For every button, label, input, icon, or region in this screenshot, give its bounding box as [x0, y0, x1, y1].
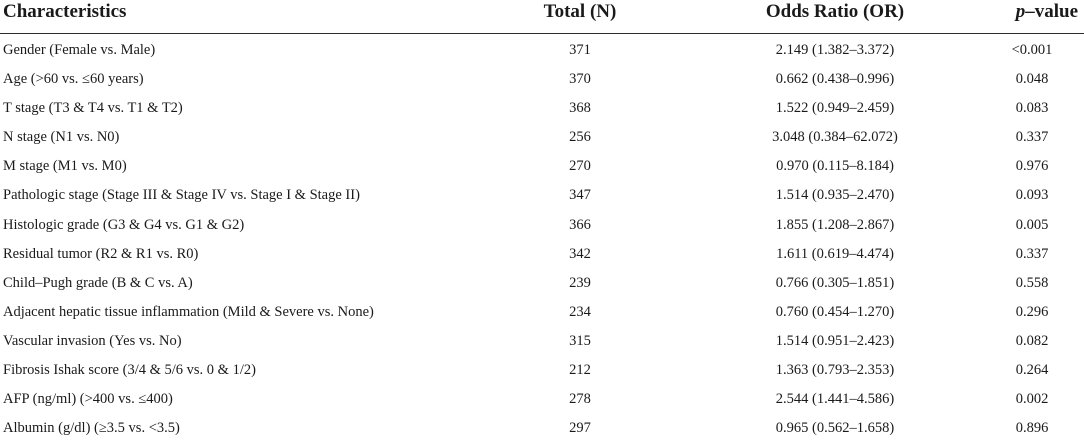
- cell-odds-ratio: 1.522 (0.949–2.459): [775, 100, 895, 117]
- cell-total: 278: [569, 391, 591, 408]
- header-odds-ratio: Odds Ratio (OR): [765, 1, 905, 22]
- cell-characteristic: Albumin (g/dl) (≥3.5 vs. <3.5): [3, 420, 180, 437]
- cell-p-value: 0.558: [1015, 274, 1049, 291]
- cell-odds-ratio: 0.965 (0.562–1.658): [775, 420, 895, 437]
- cell-characteristic: Adjacent hepatic tissue inflammation (Mild & Severe vs. None): [3, 303, 374, 320]
- cell-p-value: 0.048: [1015, 71, 1049, 88]
- cell-characteristic: Vascular invasion (Yes vs. No): [3, 332, 182, 349]
- cell-total: 234: [569, 303, 591, 320]
- cell-odds-ratio: 1.363 (0.793–2.353): [775, 362, 895, 379]
- cell-odds-ratio: 0.766 (0.305–1.851): [775, 274, 895, 291]
- cell-characteristic: N stage (N1 vs. N0): [3, 129, 120, 146]
- header-characteristics: Characteristics: [3, 1, 127, 22]
- cell-odds-ratio: 2.149 (1.382–3.372): [775, 42, 895, 58]
- cell-odds-ratio: 1.514 (0.951–2.423): [775, 332, 895, 349]
- cell-total: 315: [569, 332, 591, 349]
- table-row: [0, 123, 1084, 152]
- table-row: [0, 385, 1084, 414]
- cell-total: 256: [569, 129, 591, 146]
- table-row: [0, 181, 1084, 210]
- table-row: [0, 298, 1084, 327]
- cell-characteristic: Residual tumor (R2 & R1 vs. R0): [3, 245, 199, 262]
- cell-p-value: <0.001: [1011, 42, 1053, 58]
- table-row: [0, 327, 1084, 356]
- cell-p-value: 0.264: [1015, 362, 1049, 379]
- cell-odds-ratio: 0.662 (0.438–0.996): [775, 71, 895, 88]
- cell-p-value: 0.002: [1015, 391, 1049, 408]
- table-body: [0, 36, 1084, 443]
- header-p-suffix: –value: [1025, 1, 1078, 22]
- table-row: [0, 36, 1084, 65]
- cell-total: 212: [569, 362, 591, 379]
- header-total: Total (N): [543, 1, 617, 22]
- cell-total: 366: [569, 216, 591, 233]
- cell-characteristic: T stage (T3 & T4 vs. T1 & T2): [3, 100, 183, 117]
- cell-characteristic: Pathologic stage (Stage III & Stage IV vs. Stage I & Stage II): [3, 187, 360, 204]
- cell-p-value: 0.337: [1015, 129, 1049, 146]
- table-row: [0, 94, 1084, 123]
- cell-total: 297: [569, 420, 591, 437]
- cell-odds-ratio: 0.760 (0.454–1.270): [775, 303, 895, 320]
- cell-characteristic: Fibrosis Ishak score (3/4 & 5/6 vs. 0 & 1/2): [3, 362, 256, 379]
- cell-odds-ratio: 0.970 (0.115–8.184): [776, 158, 894, 175]
- cell-characteristic: Age (>60 vs. ≤60 years): [3, 71, 144, 88]
- cell-p-value: 0.082: [1015, 332, 1049, 349]
- cell-odds-ratio: 3.048 (0.384–62.072): [772, 129, 898, 146]
- cell-p-value: 0.337: [1015, 245, 1049, 262]
- table-row: [0, 414, 1084, 443]
- cell-characteristic: Child–Pugh grade (B & C vs. A): [3, 274, 193, 291]
- table-row: [0, 240, 1084, 269]
- cell-total: 371: [569, 42, 591, 58]
- cell-total: 347: [569, 187, 591, 204]
- table-row: [0, 65, 1084, 94]
- cell-characteristic: Histologic grade (G3 & G4 vs. G1 & G2): [3, 216, 245, 233]
- cell-characteristic: M stage (M1 vs. M0): [3, 158, 127, 175]
- cell-characteristic: AFP (ng/ml) (>400 vs. ≤400): [3, 391, 173, 408]
- table-row: [0, 356, 1084, 385]
- header-p-value: [1016, 0, 1078, 32]
- cell-characteristic: Gender (Female vs. Male): [3, 42, 156, 58]
- cell-total: 239: [569, 274, 591, 291]
- cell-total: 270: [569, 158, 591, 175]
- header-p-prefix: p: [1015, 1, 1026, 22]
- cell-odds-ratio: 1.611 (0.619–4.474): [776, 245, 894, 262]
- cell-total: 370: [569, 71, 591, 88]
- cell-p-value: 0.093: [1015, 187, 1049, 204]
- cell-p-value: 0.896: [1015, 420, 1049, 437]
- table-row: [0, 211, 1084, 240]
- table-header: [0, 0, 1084, 34]
- cell-p-value: 0.976: [1015, 158, 1049, 175]
- table-row: [0, 269, 1084, 298]
- cell-p-value: 0.005: [1015, 216, 1049, 233]
- cell-p-value: 0.083: [1015, 100, 1049, 117]
- cell-total: 342: [569, 245, 591, 262]
- table-row: [0, 152, 1084, 181]
- cell-odds-ratio: 1.855 (1.208–2.867): [775, 216, 895, 233]
- cell-total: 368: [569, 100, 591, 117]
- cell-odds-ratio: 2.544 (1.441–4.586): [775, 391, 895, 408]
- cell-p-value: 0.296: [1015, 303, 1049, 320]
- cell-odds-ratio: 1.514 (0.935–2.470): [775, 187, 895, 204]
